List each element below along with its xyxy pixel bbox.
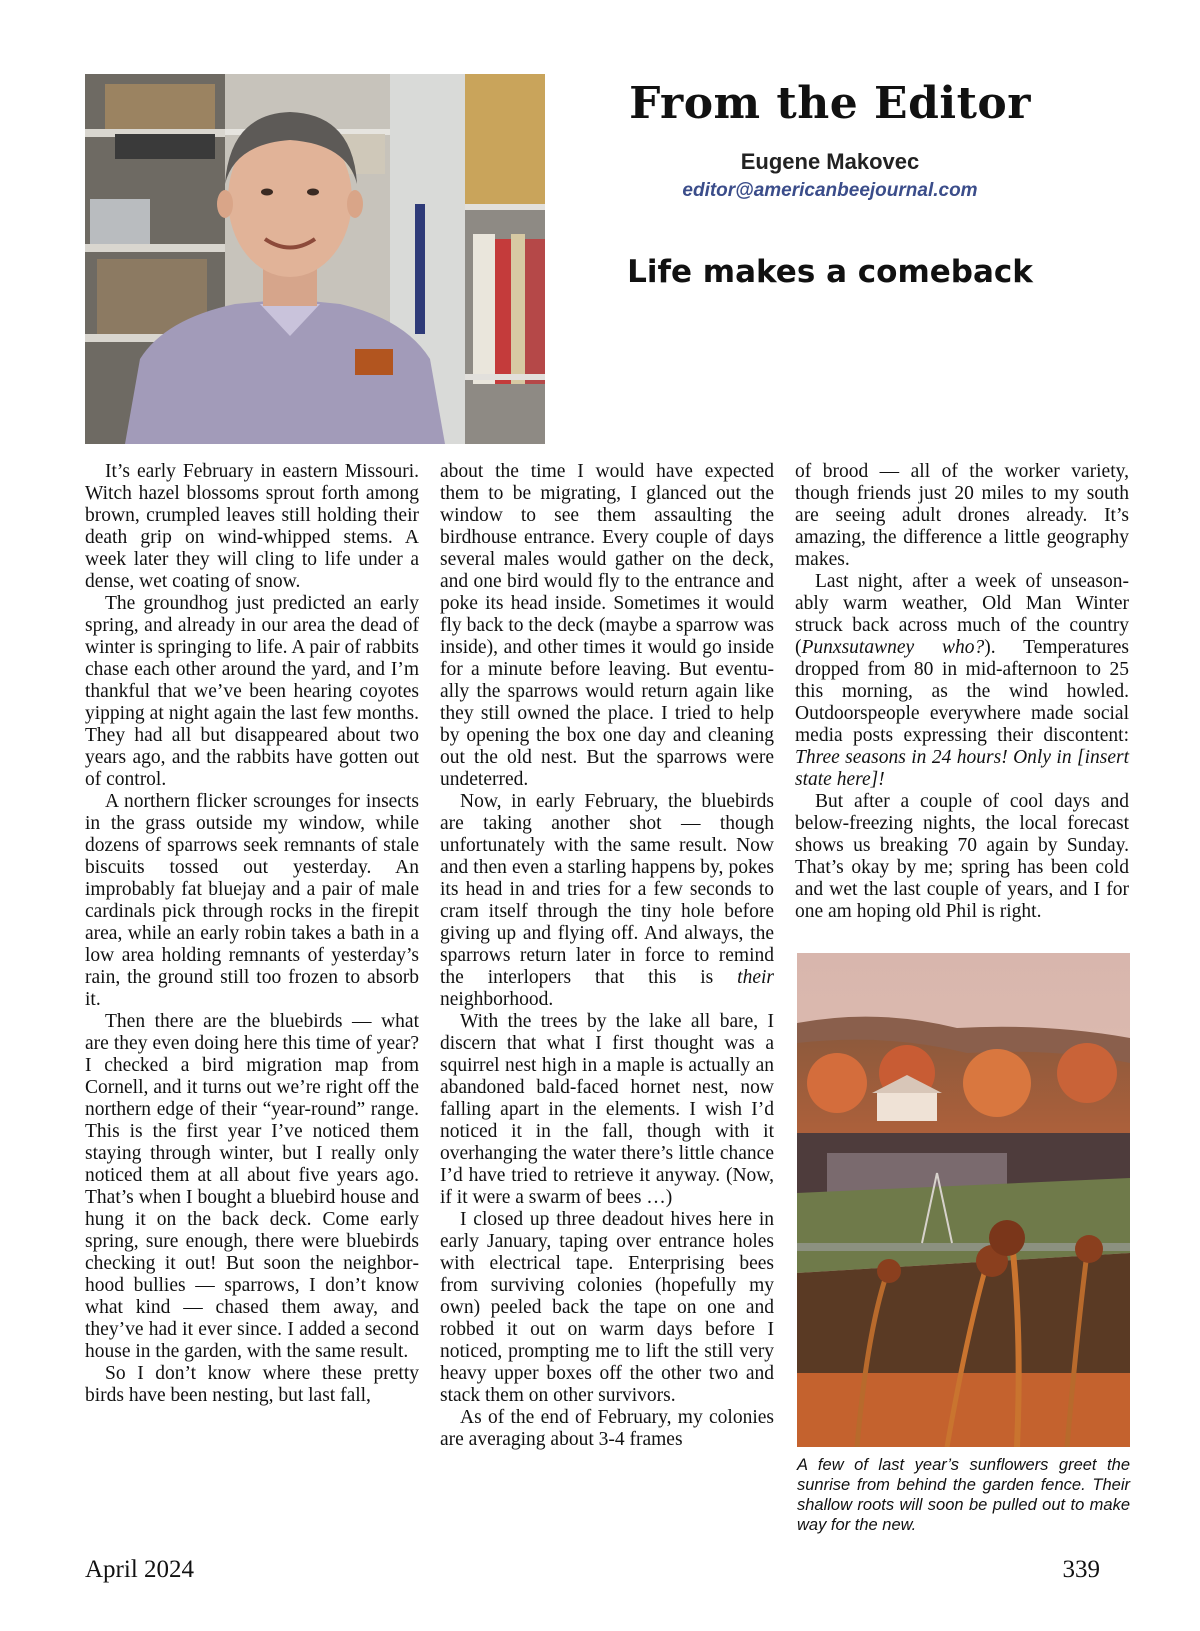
paragraph: I closed up three deadout hives here in early January, taping over entrance holes with electrical tape. Enterprising bees from surviving colonies (hopefully my own) peeled back the tape on one and robbed it out on warm days before I noticed, prompting me to lift the still very heavy upper boxes off the other two and stack them on other survivors. [440,1209,774,1406]
editor-portrait-photo [85,74,545,444]
paragraph: With the trees by the lake all bare, I discern that what I first thought was a squirrel nest high in a maple is actually an abandoned bald-faced hornet nest, now falling apart in the elements. I wish I’d noticed it in the fall, though with it overhanging the water there’s little chance I’d have tried to retrieve it anyway. (Now, if it were a swarm of bees …) [440,1011,774,1208]
paragraph [795,571,1129,791]
paragraph: As of the end of February, my colonies are averaging about 3-4 frames [440,1407,774,1450]
paragraph: about the time I would have expected them to be migrating, I glanced out the window to see them assaulting the birdhouse entrance. Every couple of days several males would gather on the deck, and one bird would fly to the entrance and poke its head inside. Sometimes it would fly back to the deck (maybe a sparrow was inside), and other times it would go inside for a minute before leaving. But eventually the sparrows would return again like they still owned the place. I tried to help by opening the box one day and cleaning out the old nest. But the sparrows were undeterred. [440,461,774,790]
paragraph: But after a couple of cool days and below-freezing nights, the local forecast shows us breaking 70 again by Sunday. That’s okay by me; spring has been cold and wet the last couple of years, and I for one am hoping old Phil is right. [795,791,1129,922]
text-run: neighborhood. [440,989,554,1010]
paragraph: The groundhog just predicted an early spring, and already in our area the dead of winter is springing to life. A pair of rabbits chase each other around the yard, and I’m thankful that we’ve been hearing coyotes yipping at night again the last few months. They had all but disappeared about two years ago, and the rabbits have gotten out of control. [85,593,419,790]
italic-text-run: Punxsutawney who? [801,637,985,658]
article-headline: Life makes a comeback [627,254,1033,290]
photo-caption: A few of last year’s sunflowers greet the sunrise from behind the garden fence. Their shallow roots will soon be pulled out to make way for the new. [797,1456,1130,1534]
article-column-2 [440,461,774,1451]
sunflower-sunrise-photo [797,953,1130,1447]
paragraph: It’s early February in eastern Missouri. Witch hazel blossoms sprout forth among brown, crumpled leaves still holding their death grip on wind-whipped stems. A week later they will cling to life under a dense, wet coating of snow. [85,461,419,592]
paragraph: A northern flicker scrounges for insects in the grass outside my window, while dozens of sparrows seek remnants of stale biscuits tossed out yesterday. An improbably fat bluejay and a pair of male cardinals pick through rocks in the firepit area, while an early robin takes a bath in a low area holding remnants of yesterday’s rain, the ground still too frozen to absorb it. [85,791,419,1010]
text-run: ). Temperatures dropped from 80 in mid-afternoon to 25 this morning, as the wind howled. Outdoorspeople everywhere made social media posts expressing their discontent: [795,637,1129,746]
article-header [560,74,1100,290]
article-column-3 [795,461,1129,923]
author-name: Eugene Makovec [740,149,920,174]
paragraph: Then there are the bluebirds — what are they even doing here this time of year? I checked a bird migration map from Cornell, and it turns out we’re right off the northern edge of their “year-round” range. This is the first year I’ve noticed them staying through winter, but I really only noticed them at all about five years ago. That’s when I bought a bluebird house and hung it on the back deck. Come early spring, sure enough, there were bluebirds checking it out! But soon the neighborhood bullies — sparrows, I don’t know what kind — chased them away, and they’ve had it ever since. I added a second house in the garden, with the same result. [85,1011,419,1362]
masthead-title: From the Editor [629,78,1031,129]
text-run: Last night, after a week of unseasonably warm weather, Old Man Winter struck back across much of the country ( [795,571,1129,658]
paragraph: So I don’t know where these pretty birds have been nesting, but last fall, [85,1363,419,1406]
italic-text-run: their [737,967,774,988]
italic-text-run: Three seasons in 24 hours! Only in [insert state here]! [795,747,1129,790]
article-column-1 [85,461,419,1407]
page-number: 339 [1062,1556,1100,1583]
text-run: Now, in early February, the bluebirds are taking another shot — though unfortunately with the same result. Now and then even a starling happens by, pokes its head in and tries for a few seconds to cram itself through the tiny hole before giving up and flying off. And always, the sparrows return later in force to remind the interlopers that this is [440,791,774,988]
issue-date: April 2024 [85,1556,195,1583]
author-email: editor@americanbeejournal.com [682,180,978,201]
paragraph: of brood — all of the worker variety, though friends just 20 miles to my south are seeing adult drones already. It’s amazing, the difference a little geography makes. [795,461,1129,570]
paragraph [440,791,774,1011]
